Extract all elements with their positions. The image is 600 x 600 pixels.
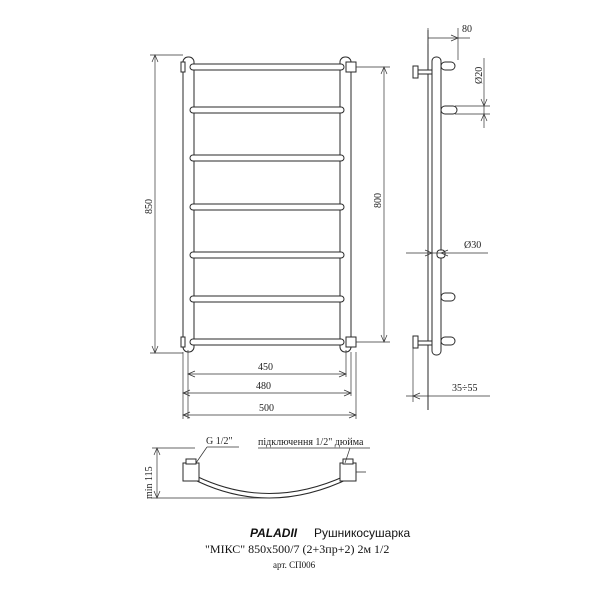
horizontal-rail [190,64,344,70]
side-view [413,30,457,410]
front-view [181,57,356,352]
brand-name: PALADII [250,526,298,540]
top-fitting [418,70,432,74]
dim-480-label: 480 [256,381,271,392]
horizontal-rail [190,252,344,258]
left-end-fitting [183,463,199,481]
top-view [183,459,366,498]
left-fitting [181,337,185,347]
left-nut [186,459,196,464]
right-end-fitting [340,463,356,481]
dim-min115 [144,448,268,499]
dim-800-label: 800 [373,193,384,208]
top-fitting-plate [413,66,418,78]
bottom-fitting [418,341,432,345]
dim-d20-label: Ø20 [474,66,485,84]
dim-35-55 [406,348,490,402]
connection-label: підключення 1/2" дюйма [258,437,364,448]
article-number: арт. СП006 [273,560,316,570]
dim-850-label: 850 [144,199,155,214]
dim-d30 [406,240,488,256]
dim-d30-label: Ø30 [464,240,482,251]
curved-rail-outer [191,478,350,498]
connection-nut [346,62,356,72]
side-rail [441,293,455,301]
model-name: "МІКС" 850x500/7 (2+3пр+2) 2м 1/2 [205,542,390,556]
horizontal-rail [190,296,344,302]
dim-80-label: 80 [462,24,472,35]
side-rail [441,337,455,345]
product-name: Рушникосушарка [314,526,411,540]
side-rail [441,106,457,114]
horizontal-rail [190,107,344,113]
thread-label: G 1/2" [206,436,233,447]
side-rail [441,62,455,70]
dim-850 [144,55,183,353]
horizontal-rail [190,204,344,210]
horizontal-rail [190,339,344,345]
curved-rail-inner [196,476,345,494]
dim-80 [428,24,472,60]
dim-35-55-label: 35÷55 [452,383,478,394]
thread-callout [196,436,239,463]
dim-horizontal [183,350,356,419]
right-nut [343,459,353,464]
dim-500-label: 500 [259,403,274,414]
horizontal-rail [190,155,344,161]
dim-min115-label: min 115 [144,466,155,499]
dim-450-label: 450 [258,362,273,373]
title-block [205,526,411,570]
left-fitting [181,62,185,72]
side-vertical-pipe [432,57,441,355]
dim-800 [356,67,390,342]
bottom-fitting-plate [413,336,418,348]
dim-d20 [455,58,490,128]
connection-nut [346,337,356,347]
